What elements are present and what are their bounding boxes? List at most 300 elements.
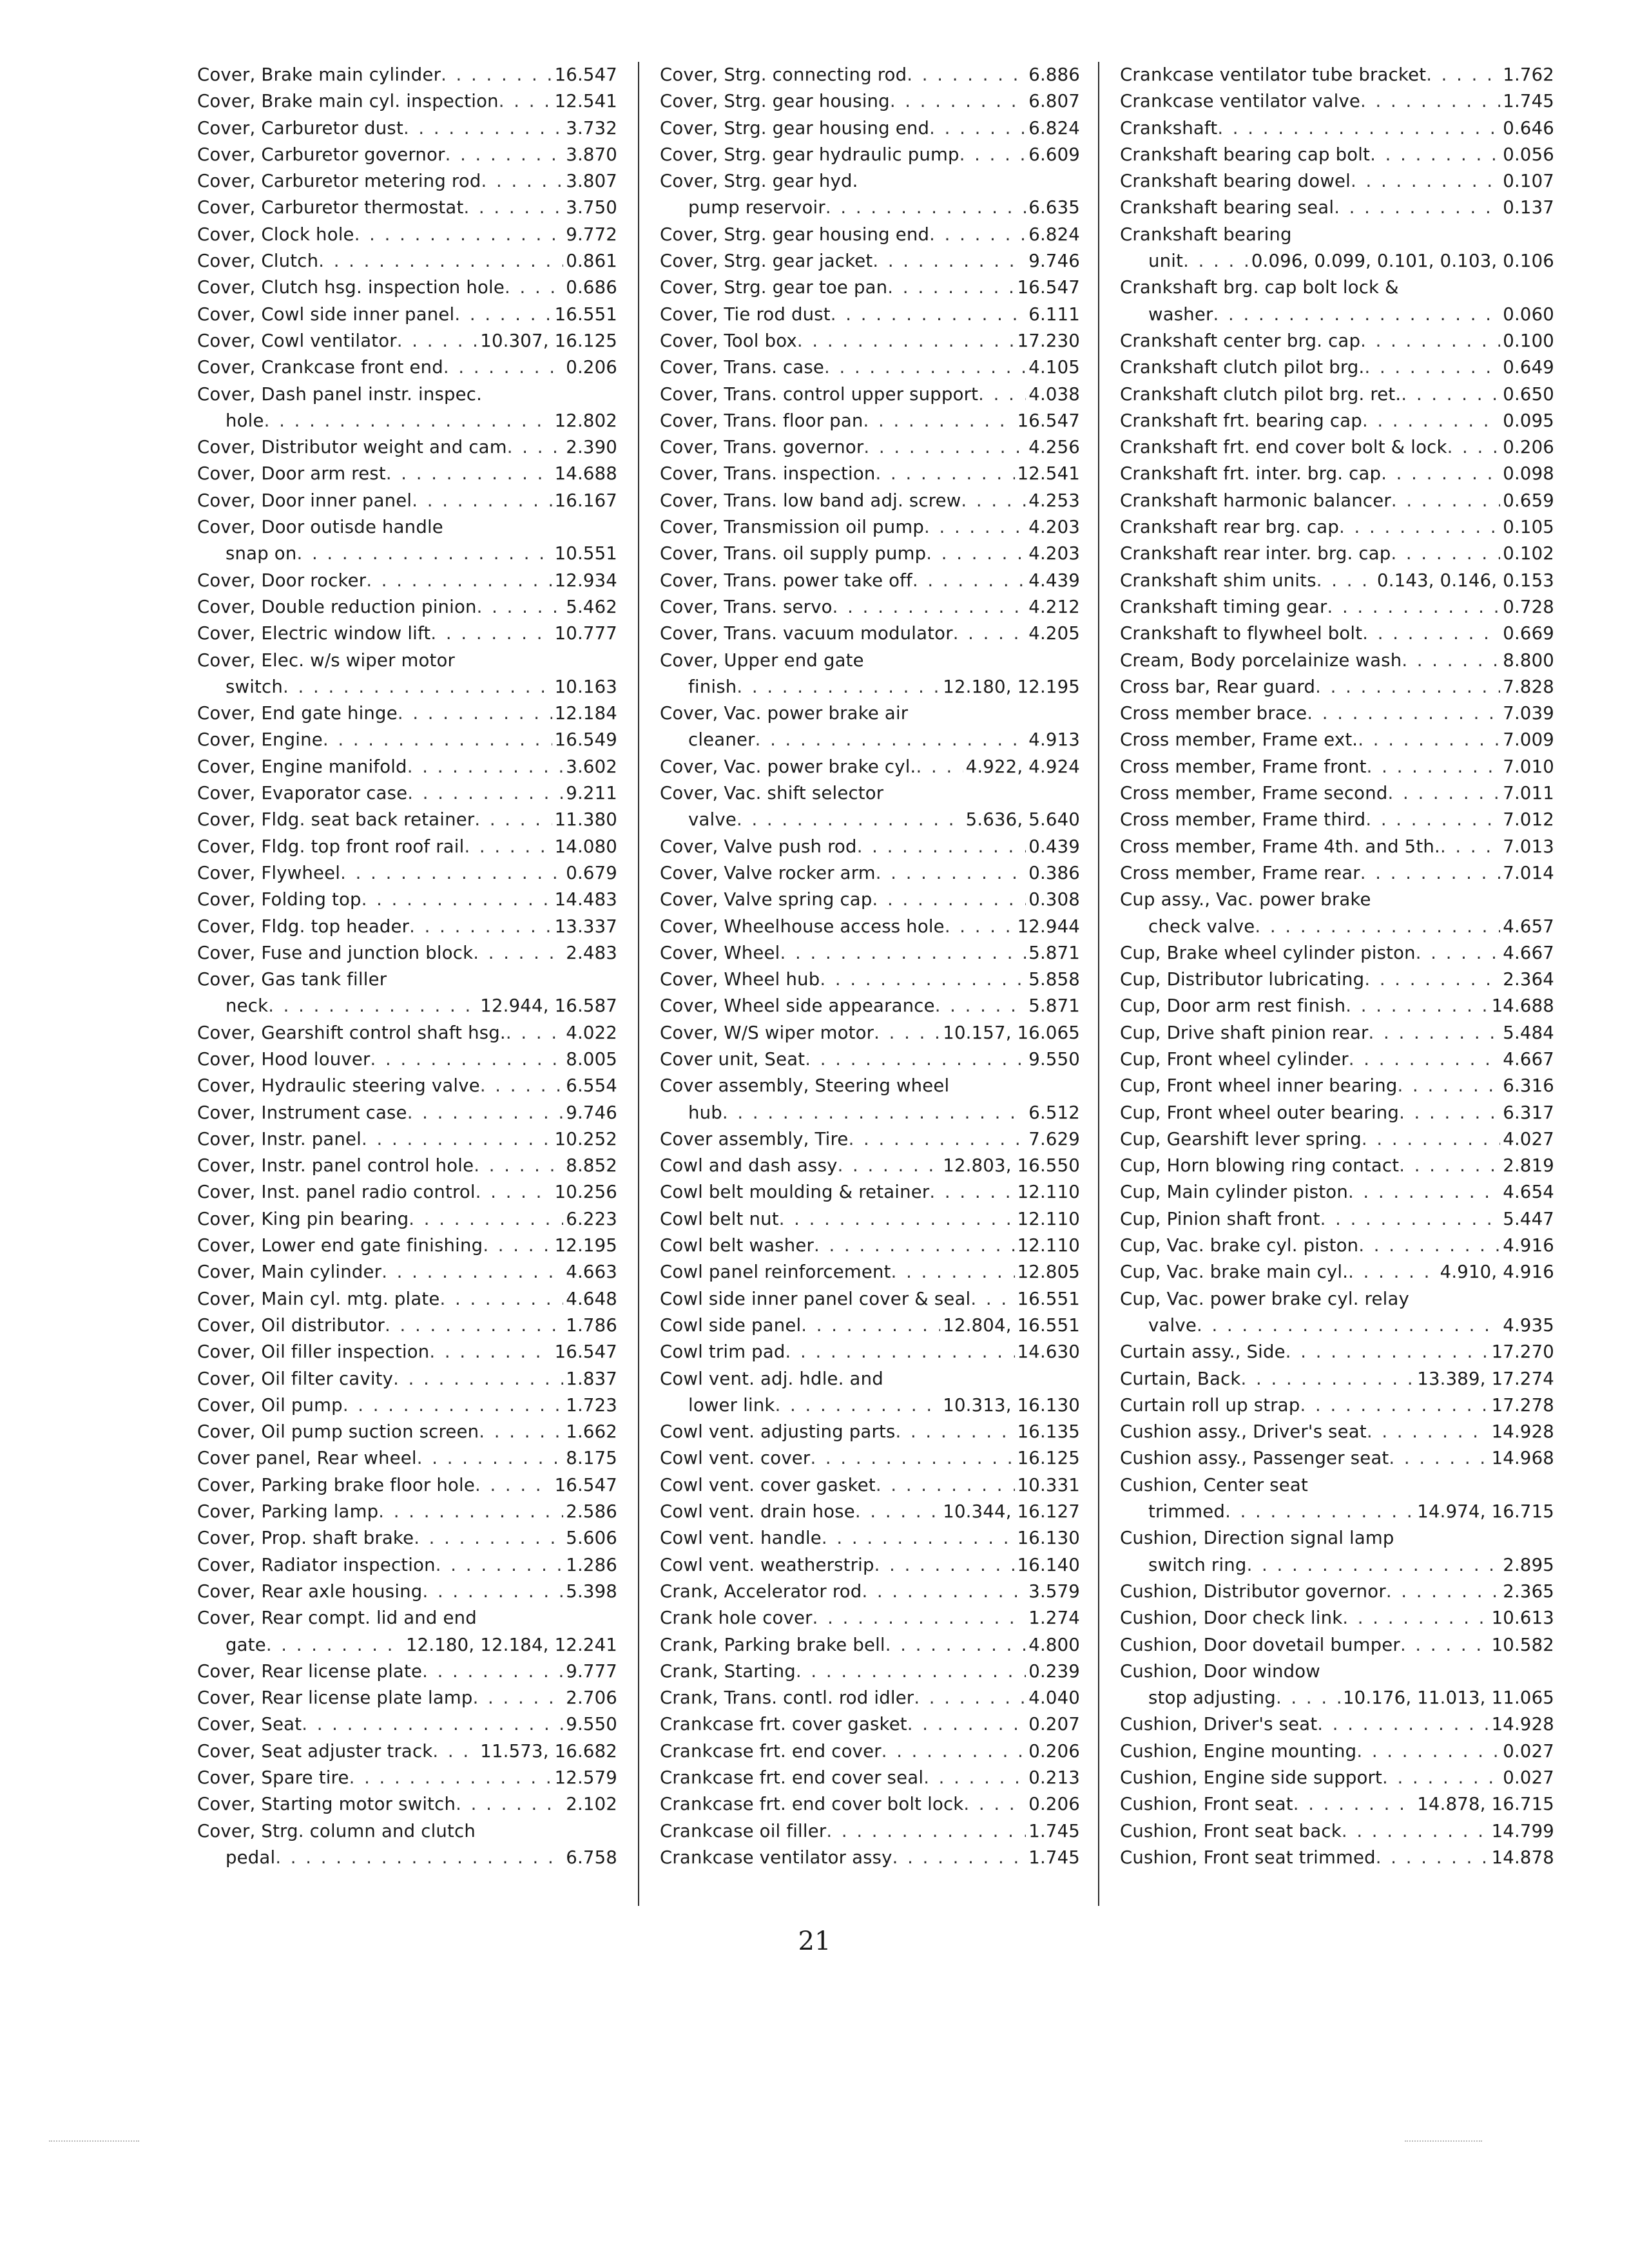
entry-reference: 2.390: [566, 437, 617, 458]
index-entry: [1120, 1579, 1554, 1605]
dot-leader: [1255, 914, 1500, 940]
index-entry: [660, 1552, 1080, 1579]
entry-heading-line: [197, 195, 617, 221]
entry-label: Cover, Gas tank filler: [197, 969, 387, 990]
dot-leader: [1391, 488, 1500, 514]
entry-reference: 4.212: [1028, 596, 1080, 617]
entry-heading-line: [197, 115, 617, 142]
index-entry: [197, 1525, 617, 1552]
entry-heading-line: [660, 754, 1080, 780]
index-entry: [1120, 1419, 1554, 1445]
entry-heading-line: [1120, 1179, 1554, 1206]
entry-reference: 7.014: [1503, 862, 1554, 883]
entry-reference: 12.934: [554, 570, 617, 591]
entry-label: Cowl vent. weatherstrip: [660, 1554, 874, 1575]
entry-label: Cover, Distributor weight and cam: [197, 437, 507, 458]
entry-label: Cover, Elec. w/s wiper motor: [197, 649, 456, 671]
dot-leader: [786, 1339, 1015, 1365]
entry-label: Cushion, Front seat trimmed: [1120, 1847, 1376, 1868]
entry-label: Cover, Trans. control upper support: [660, 383, 979, 405]
index-entry: [660, 328, 1080, 354]
entry-heading-line: [1120, 1392, 1554, 1419]
index-entry: [197, 1339, 617, 1365]
entry-heading-line: [660, 940, 1080, 966]
entry-heading-line: [1120, 1632, 1554, 1658]
entry-heading-line: [197, 700, 617, 727]
dot-leader: [810, 1445, 1014, 1472]
entry-label: Cover, Wheel: [660, 942, 780, 963]
dot-leader: [892, 1845, 1027, 1871]
entry-label: trimmed: [1148, 1501, 1226, 1523]
entry-label: Cover, Valve push rod: [660, 836, 857, 857]
entry-label: Cover, Door rocker: [197, 570, 367, 591]
entry-reference: 16.167: [554, 490, 617, 511]
entry-heading-line: [660, 1126, 1080, 1153]
entry-label: Crankshaft brg. cap bolt lock &: [1120, 277, 1399, 298]
entry-label: Cover, Cowl ventilator: [197, 330, 397, 351]
index-entry: [660, 354, 1080, 381]
index-entry: [197, 461, 617, 487]
dot-leader: [1364, 354, 1500, 381]
index-entry: [1120, 620, 1554, 647]
entry-reference: 16.547: [554, 64, 617, 85]
entry-label: finish: [688, 676, 737, 697]
entry-reference: 7.012: [1503, 809, 1554, 831]
entry-heading-line: [197, 1206, 617, 1233]
entry-heading-line: [197, 1339, 617, 1365]
entry-heading-line: [1120, 328, 1554, 354]
entry-heading-line: [197, 354, 617, 381]
index-entry: [1120, 780, 1554, 807]
dot-leader: [1348, 1179, 1500, 1206]
entry-reference: 7.828: [1503, 676, 1554, 697]
entry-label: Cup, Front wheel inner bearing: [1120, 1075, 1398, 1097]
dot-leader: [1339, 514, 1500, 541]
entry-heading-line: [660, 1711, 1080, 1738]
entry-heading-line: [1120, 488, 1554, 514]
dot-leader: [924, 514, 1026, 541]
dot-leader: [1342, 1605, 1489, 1631]
index-entry: [660, 1472, 1080, 1499]
entry-label: valve: [688, 809, 737, 831]
index-entry: [1120, 1738, 1554, 1765]
entry-label: Crankshaft bearing: [1120, 224, 1292, 245]
entry-continuation-line: [1120, 302, 1554, 328]
dot-leader: [1293, 1791, 1415, 1818]
entry-heading-line: [660, 62, 1080, 88]
entry-label: Cover, Trans. servo: [660, 596, 833, 617]
entry-reference: 6.807: [1028, 91, 1080, 112]
index-entry: [660, 1738, 1080, 1765]
entry-continuation-line: [660, 807, 1080, 833]
entry-reference: 0.060: [1503, 303, 1554, 325]
entry-heading-line: [1120, 1366, 1554, 1392]
dot-leader: [302, 1711, 563, 1738]
entry-reference: 4.040: [1028, 1687, 1080, 1709]
entry-label: Cross member, Frame rear: [1120, 862, 1360, 883]
entry-heading-line: [1120, 408, 1554, 434]
index-entry: [1120, 1765, 1554, 1791]
dot-leader: [1362, 1126, 1500, 1153]
index-entry: [197, 1711, 617, 1738]
entry-reference: 4.667: [1503, 942, 1554, 963]
entry-reference: 6.512: [1028, 1102, 1080, 1123]
index-entry: [660, 966, 1080, 993]
dot-leader: [412, 488, 552, 514]
entry-reference: 14.928: [1491, 1714, 1554, 1735]
index-entry: [197, 860, 617, 887]
entry-label: Cowl trim pad: [660, 1341, 786, 1363]
entry-reference: 1.786: [566, 1314, 617, 1336]
index-entry: [660, 1658, 1080, 1685]
entry-label: Cross member, Frame second: [1120, 783, 1388, 804]
index-entry: [1120, 1153, 1554, 1179]
entry-heading-line: [660, 1552, 1080, 1579]
dot-leader: [439, 1286, 563, 1312]
entry-label: Cross bar, Rear guard: [1120, 676, 1316, 697]
entry-label: stop adjusting: [1148, 1687, 1276, 1709]
entry-label: Cowl vent. adjusting parts: [660, 1421, 896, 1443]
entry-reference: 7.629: [1028, 1128, 1080, 1149]
dot-leader: [1348, 1259, 1438, 1285]
index-entry: [660, 1312, 1080, 1339]
entry-reference: 2.586: [566, 1501, 617, 1523]
entry-reference: 14.968: [1491, 1448, 1554, 1469]
entry-reference: 2.364: [1503, 969, 1554, 990]
entry-heading-line: [1120, 1419, 1554, 1445]
index-entry: [197, 1685, 617, 1711]
entry-reference: 12.110: [1017, 1182, 1080, 1203]
index-entry: [197, 1100, 617, 1126]
entry-heading-line: [660, 461, 1080, 487]
entry-label: Cushion, Driver's seat: [1120, 1714, 1318, 1735]
index-entry: [1120, 1126, 1554, 1153]
index-entry: [660, 1525, 1080, 1552]
entry-reference: 2.819: [1503, 1155, 1554, 1177]
index-entry: [660, 408, 1080, 434]
entry-label: Cover, Parking lamp: [197, 1501, 379, 1523]
index-entry: [1120, 860, 1554, 887]
entry-reference: 14.688: [1491, 995, 1554, 1017]
entry-heading-line: [660, 1525, 1080, 1552]
entry-heading-line: [1120, 514, 1554, 541]
entry-label: Cross member, Frame 4th. and 5th.: [1120, 836, 1440, 857]
entry-heading-line: [660, 1579, 1080, 1605]
entry-heading-line: [1120, 1658, 1554, 1685]
dot-leader: [831, 302, 1026, 328]
dot-leader: [895, 1419, 1014, 1445]
entry-reference: 13.337: [554, 916, 617, 937]
entry-heading-line: [197, 648, 617, 674]
index-entry: [660, 1073, 1080, 1126]
entry-reference: 1.286: [566, 1554, 617, 1575]
entry-label: Crankshaft bearing dowel: [1120, 171, 1351, 192]
dot-leader: [1307, 700, 1500, 727]
entry-heading-line: [197, 142, 617, 168]
entry-reference: 17.278: [1491, 1394, 1554, 1416]
entry-label: Cover, Seat: [197, 1714, 302, 1735]
index-entry: [1120, 1525, 1554, 1579]
entry-heading-line: [197, 1419, 617, 1445]
entry-reference: 16.551: [1017, 1288, 1080, 1309]
dot-leader: [885, 1632, 1026, 1658]
entry-heading-line: [197, 914, 617, 940]
entry-label: Cup, Front wheel outer bearing: [1120, 1102, 1400, 1123]
dot-leader: [1440, 834, 1500, 860]
entry-heading-line: [660, 887, 1080, 913]
entry-label: Crankshaft timing gear: [1120, 596, 1327, 617]
entry-reference: 0.861: [566, 251, 617, 272]
entry-heading-line: [1120, 993, 1554, 1019]
entry-label: Cover, Strg. gear jacket: [660, 251, 873, 272]
index-entry: [197, 1233, 617, 1259]
dot-leader: [1399, 1153, 1500, 1179]
index-entry: [660, 1685, 1080, 1711]
dot-leader: [371, 1046, 564, 1073]
dot-leader: [499, 88, 552, 115]
dot-leader: [876, 860, 1027, 887]
index-entry: [1120, 408, 1554, 434]
entry-heading-line: [1120, 1845, 1554, 1871]
dot-leader: [480, 1073, 563, 1099]
entry-label: Cover, Wheelhouse access hole: [660, 916, 945, 937]
dot-leader: [935, 993, 1027, 1019]
entry-heading-line: [197, 1685, 617, 1711]
entry-label: Cover, Main cylinder: [197, 1262, 382, 1283]
dot-leader: [929, 115, 1026, 142]
index-entry: [1120, 541, 1554, 567]
dot-leader: [474, 807, 552, 833]
index-entry: [660, 1711, 1080, 1738]
index-entry: [197, 700, 617, 727]
dot-leader: [1225, 1499, 1414, 1525]
entry-reference: 9.550: [1028, 1048, 1080, 1070]
entry-label: Crankshaft frt. bearing cap: [1120, 410, 1362, 431]
entry-heading-line: [1120, 966, 1554, 993]
index-entry: [197, 1818, 617, 1872]
dot-leader: [473, 1685, 564, 1711]
dot-leader: [1358, 727, 1500, 753]
entry-reference: 12.110: [1017, 1235, 1080, 1256]
entry-heading-line: [660, 648, 1080, 674]
entry-heading-line: [1120, 1020, 1554, 1046]
entry-heading-line: [197, 1765, 617, 1791]
index-entry: [660, 834, 1080, 860]
index-entry: [660, 700, 1080, 754]
index-entry: [660, 1339, 1080, 1365]
dot-leader: [963, 1791, 1026, 1818]
entry-label: Cover panel, Rear wheel: [197, 1448, 417, 1469]
index-entry: [660, 1286, 1080, 1312]
entry-reference: 4.916: [1503, 1235, 1554, 1256]
index-entry: [660, 1259, 1080, 1285]
entry-reference: 2.483: [566, 942, 617, 963]
entry-label: pump reservoir: [688, 197, 825, 218]
entry-reference: 6.316: [1503, 1075, 1554, 1097]
index-entry: [1120, 274, 1554, 328]
entry-label: Cover, Seat adjuster track: [197, 1740, 433, 1762]
entry-label: Cushion, Distributor governor: [1120, 1581, 1386, 1602]
entry-label: Cushion, Center seat: [1120, 1474, 1308, 1495]
entry-reference: 16.549: [554, 729, 617, 751]
entry-reference: 12.184: [554, 703, 617, 724]
entry-label: Cup assy., Vac. power brake: [1120, 889, 1371, 910]
entry-reference: 0.137: [1503, 197, 1554, 218]
index-entry: [660, 780, 1080, 834]
entry-reference: 0.095: [1503, 410, 1554, 431]
entry-heading-line: [660, 594, 1080, 620]
entry-label: Crankcase ventilator valve: [1120, 91, 1361, 112]
entry-reference: 3.732: [566, 117, 617, 139]
index-entry: [660, 620, 1080, 647]
index-entry: [1120, 354, 1554, 381]
dot-leader: [417, 1445, 564, 1472]
dot-leader: [1381, 461, 1500, 487]
entry-reference: 5.398: [566, 1581, 617, 1602]
entry-label: Cross member, Frame ext.: [1120, 729, 1358, 751]
entry-label: Crankcase frt. end cover: [660, 1740, 882, 1762]
entry-heading-line: [197, 1179, 617, 1206]
entry-reference: 2.706: [566, 1687, 617, 1709]
index-entry: [1120, 1711, 1554, 1738]
dot-leader: [907, 62, 1026, 88]
entry-label: Cover, Fldg. top front roof rail: [197, 836, 465, 857]
entry-heading-line: [1120, 1100, 1554, 1126]
entry-heading-line: [660, 1818, 1080, 1845]
entry-heading-line: [1120, 222, 1554, 248]
index-entry: [660, 860, 1080, 887]
index-entry: [1120, 434, 1554, 461]
entry-label: Cowl belt washer: [660, 1235, 814, 1256]
entry-reference: 6.758: [566, 1847, 617, 1868]
dot-leader: [506, 1020, 563, 1046]
entry-label: Cover, Instr. panel control hole: [197, 1155, 474, 1177]
index-entry: [1120, 1605, 1554, 1631]
entry-label: Cover, Engine: [197, 729, 323, 751]
entry-reference: 0.646: [1503, 117, 1554, 139]
index-entry: [197, 940, 617, 966]
entry-label: Cover, Trans. floor pan: [660, 410, 863, 431]
entry-label: Crankshaft shim units: [1120, 570, 1316, 591]
entry-reference: 4.105: [1028, 357, 1080, 378]
scan-mark: [1405, 2140, 1482, 2142]
entry-heading-line: [1120, 860, 1554, 887]
index-entry: [660, 594, 1080, 620]
entry-continuation-line: [197, 993, 617, 1019]
entry-label: Cup, Distributor lubricating: [1120, 969, 1365, 990]
entry-reference: 14.080: [554, 836, 617, 857]
index-entry: [197, 807, 617, 833]
entry-label: switch: [226, 676, 283, 697]
dot-leader: [507, 434, 564, 461]
dot-leader: [283, 674, 552, 700]
entry-label: snap on: [226, 543, 297, 564]
index-entry: [660, 1419, 1080, 1445]
entry-label: Cover, Hood louver: [197, 1048, 371, 1070]
entry-heading-line: [197, 1472, 617, 1499]
dot-leader: [479, 1419, 563, 1445]
index-entry: [197, 1392, 617, 1419]
index-entry: [1120, 834, 1554, 860]
dot-leader: [483, 1233, 552, 1259]
entry-heading-line: [1120, 168, 1554, 195]
entry-label: Cover assembly, Steering wheel: [660, 1075, 950, 1097]
dot-leader: [874, 1020, 940, 1046]
index-entry: [197, 1126, 617, 1153]
entry-heading-line: [660, 1073, 1080, 1099]
dot-leader: [780, 940, 1027, 966]
entry-reference: 9.550: [566, 1714, 617, 1735]
index-entry: [1120, 1632, 1554, 1658]
entry-reference: 4.203: [1028, 517, 1080, 538]
entry-heading-line: [660, 514, 1080, 541]
entry-label: Cover, Vac. power brake air: [660, 703, 909, 724]
entry-reference: 3.870: [566, 144, 617, 165]
index-entry: [1120, 887, 1554, 940]
dot-leader: [1386, 1579, 1500, 1605]
entry-heading-line: [1120, 1525, 1554, 1552]
dot-leader: [1367, 1419, 1489, 1445]
index-entry: [197, 1552, 617, 1579]
entry-label: Cover, Door inner panel: [197, 490, 412, 511]
entry-reference: 16.140: [1017, 1554, 1080, 1575]
entry-reference: 12.804, 16.551: [943, 1314, 1080, 1336]
dot-leader: [923, 1765, 1026, 1791]
entry-heading-line: [1120, 1445, 1554, 1472]
dot-leader: [386, 461, 552, 487]
entry-label: Crankshaft: [1120, 117, 1218, 139]
entry-continuation-line: [1120, 248, 1554, 274]
entry-heading-line: [197, 381, 617, 408]
entry-reference: 11.573, 16.682: [480, 1740, 617, 1762]
entry-reference: 3.602: [566, 756, 617, 777]
entry-continuation-line: [660, 195, 1080, 221]
index-entry: [197, 168, 617, 195]
dot-leader: [813, 1605, 1027, 1631]
index-entry: [1120, 115, 1554, 142]
dot-leader: [1398, 1073, 1501, 1099]
entry-reference: 0.027: [1503, 1740, 1554, 1762]
index-entry: [660, 1445, 1080, 1472]
index-entry: [660, 434, 1080, 461]
index-entry: [197, 1791, 617, 1818]
index-entry: [197, 1472, 617, 1499]
entry-heading-line: [1120, 1605, 1554, 1631]
entry-heading-line: [197, 1073, 617, 1099]
entry-heading-line: [660, 488, 1080, 514]
index-entry: [1120, 222, 1554, 275]
entry-label: Curtain assy., Side: [1120, 1341, 1286, 1363]
dot-leader: [1349, 1046, 1500, 1073]
entry-reference: 10.252: [554, 1128, 617, 1149]
entry-reference: 0.728: [1503, 596, 1554, 617]
entry-heading-line: [197, 1738, 617, 1765]
entry-reference: 13.389, 17.274: [1417, 1368, 1554, 1389]
entry-reference: 0.239: [1028, 1660, 1080, 1682]
dot-leader: [801, 1312, 940, 1339]
dot-leader: [343, 1392, 563, 1419]
index-column-1: [197, 62, 617, 1871]
index-entry: [660, 993, 1080, 1019]
entry-label: Crank, Parking brake bell: [660, 1634, 885, 1655]
index-entry: [1120, 754, 1554, 780]
entry-reference: 1.274: [1028, 1608, 1080, 1629]
entry-reference: 12.541: [1017, 463, 1080, 485]
entry-label: Cream, Body porcelainize wash: [1120, 649, 1402, 671]
entry-heading-line: [1120, 1472, 1554, 1499]
entry-label: check valve: [1148, 916, 1255, 937]
dot-leader: [441, 62, 552, 88]
